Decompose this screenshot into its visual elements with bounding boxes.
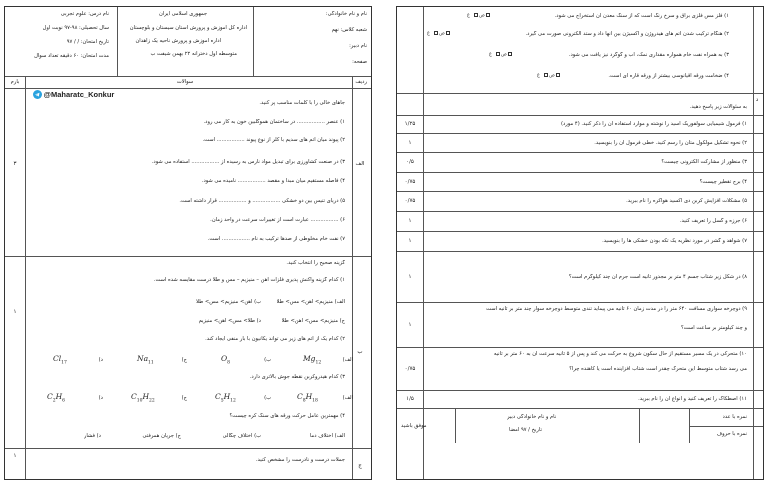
mc4-option-d: د) فشار <box>83 433 101 439</box>
telegram-icon <box>33 90 42 99</box>
section-a-score: ۳ <box>13 161 17 167</box>
telegram-watermark <box>33 90 114 100</box>
teacher-date-sign: تاریخ / ۹۷ امضا <box>509 427 542 433</box>
exam-date: تاریخ امتحان: / / ۹۷ <box>66 39 109 45</box>
false-checkbox[interactable] <box>556 73 560 77</box>
mc-question-2: ۲) کدام یک از اتم های زیر می تواند یکانیون با بار منفی ایجاد کند. <box>205 336 345 342</box>
section-b-intro: گزینه صحیح را انتخاب کنید. <box>286 260 345 266</box>
school-year: سال تحصیلی: ۹۸-۹۷ نوبت اول <box>42 25 109 31</box>
true-label: ص <box>478 13 485 19</box>
mc1-option-b: ب) آهن> منیزیم> مس> طلا <box>196 299 261 305</box>
section-d-question-score: ۱ <box>408 139 412 146</box>
section-a <box>5 88 371 256</box>
false-checkbox[interactable] <box>508 52 512 56</box>
section-d-question-text: ۸) در شکل زیر شتاب جسم ۴ متر بر مجذور ثانیه است جرم آن چند کیلوگرم است؟ <box>568 273 747 280</box>
section-d-question-score: ۰/۷۵ <box>404 198 416 204</box>
section-d-question-row <box>397 172 763 191</box>
section-d-question-score: ۱/۲۵ <box>404 121 416 127</box>
mc2-option-formula: $Mg_{12}$ <box>303 354 322 366</box>
page-field-label: صفحه: <box>352 59 367 65</box>
section-d-question-row <box>397 347 763 390</box>
score-in-numbers: نمره با عدد <box>722 414 747 420</box>
section-d-question-row <box>397 390 763 408</box>
teacher-name-label: نام و نام خانوادگی دبیر <box>507 414 557 420</box>
mc4-option-a: الف) اختلاف دما <box>309 433 345 439</box>
section-d-question-score: ۰/۵ <box>406 159 414 165</box>
section-d-question-text-line2: می رسد شتاب متوسط این متحرک چقدر است شتاب افزاینده است یا کاهنده چرا؟ <box>569 366 747 372</box>
mc3-option-prefix: د) <box>98 395 103 401</box>
section-d-question-text: ۵) مشکلات افزایش کربن دی اکسید هواکره را نام ببرید. <box>626 198 747 204</box>
section-d-question-text: ۱) فرمول شیمیایی سولفوریک اسید را نوشته و موارد استفاده آن را ذکر کنید. (۴ مورد) <box>560 121 747 127</box>
col-questions-label: سوالات <box>176 79 194 85</box>
section-d-question-score: ۰/۷۵ <box>404 178 416 185</box>
section-d-label: د <box>755 97 759 103</box>
class-field-label: شعبه کلاس: نهم <box>331 27 367 33</box>
section-d-question-row <box>397 133 763 152</box>
section-b-score: ۱ <box>13 309 17 315</box>
section-d-question-score: ۱ <box>408 218 412 224</box>
mc2-option-formula: $Cl_{17}$ <box>53 354 67 366</box>
column-header-row <box>5 76 371 88</box>
mc4-option-c: ج) جریان همرفتی <box>142 433 181 439</box>
mc3-option-formula: $C_2H_6$ <box>47 392 66 404</box>
mc-question-3: ۳) کدام هیدروکربن نقطه جوش بالاتری دارد. <box>249 374 345 380</box>
watermark-text: @Maharatc_Konkur <box>43 90 115 99</box>
section-d-question-row <box>397 152 763 172</box>
section-d-question-text: ۱۰) متحرکی در یک مسیر مستقیم از حال سکون شروع به حرکت می کند و پس از ۵ ثانیه سرعت آن به ۶۰ متر بر ثانیه <box>493 351 747 357</box>
false-label: غ <box>489 52 492 58</box>
section-d-intro: به سئوالات زیر پاسخ دهید. <box>689 104 747 110</box>
mc3-option-formula: $C_5H_{12}$ <box>215 392 236 404</box>
fill-blank-7: ۷) نفت خام مخلوطی از صدها ترکیب به نام ................. است. <box>207 236 345 242</box>
true-false-item: ۱) فلز مس فلزی براق و سرخ رنگ است که از سنگ معدن آن استخراج می شود. <box>554 13 729 19</box>
mc1-option-d: د) طلا> مس> آهن> منیزیم <box>198 318 261 324</box>
mc2-option-prefix: د) <box>98 357 103 363</box>
section-d-question-row <box>397 231 763 251</box>
district-dept: اداره آموزش و پرورش ناحیه یک زاهدان <box>135 38 221 44</box>
section-d-question-row <box>397 191 763 211</box>
exam-duration: مدت امتحان: ۶۰ دقیقه تعداد سوال <box>34 53 109 59</box>
section-d-question-text: ۲) نحوه تشکیل مولکول متان را رسم کنید. خطی فرمول آن را بنویسید. <box>594 139 747 146</box>
false-checkbox[interactable] <box>486 13 490 17</box>
section-a-intro: جاهای خالی را با کلمات مناسب پر کنید. <box>259 100 345 106</box>
col-row-label: ردیف <box>355 79 367 85</box>
section-c <box>5 448 371 480</box>
section-d-question-text: ۷) شواهد و گشر در مورد نظریه یک تکه بودن خشکی ها را بنویسید. <box>602 238 747 244</box>
false-label: غ <box>537 73 540 79</box>
section-d-question-text: ۶) جرزه و گسل را تعریف کنید. <box>679 218 747 224</box>
score-in-words: نمره با حروف <box>716 431 747 437</box>
true-checkbox[interactable] <box>544 73 548 77</box>
section-d-question-text: ۹) دوچرخه سواری مسافت ۶۴۰ متر را در مدت زمان ۶۰ ثانیه می پیماید تندی متوسط دوچرخه سوار چند متر بر ثانیه است <box>486 306 747 312</box>
true-checkbox[interactable] <box>496 52 500 56</box>
section-d-question-score: ۱/۵ <box>406 396 414 402</box>
true-false-choices <box>489 52 513 58</box>
section-c-score: ۱ <box>13 453 17 459</box>
true-false-choices <box>537 73 561 79</box>
mc3-option-prefix: ب) <box>264 395 271 401</box>
section-d-question-row <box>397 211 763 231</box>
section-d-question-text: ۴) برج تقطیر چیست؟ <box>699 178 747 185</box>
fill-blank-1: ۱) عنصر ................. در ساختمان هموگلبین خون به کار می رود. <box>203 119 345 125</box>
republic-title: جمهوری اسلامی ایران <box>158 11 208 17</box>
mc2-option-formula: $O_8$ <box>221 354 231 366</box>
true-checkbox[interactable] <box>434 31 438 35</box>
fill-blank-2: ۲) پیوند میان اتم های سدیم با کلر از نوع پیوند ................. است. <box>202 137 345 143</box>
true-label: ص <box>548 73 555 79</box>
false-label: غ <box>467 13 470 19</box>
mc2-option-prefix: الف) <box>342 357 353 363</box>
section-d-question-text: ۱۱) اصطکاک را تعریف کنید و انواع آن را نام ببرید. <box>638 396 747 402</box>
mc3-option-prefix: الف) <box>342 395 353 401</box>
mc2-option-formula: $Na_{11}$ <box>137 354 154 366</box>
name-field-label: نام و نام خانوادگی: <box>325 11 367 17</box>
fill-blank-6: ۶) ................. عبارت است از تغییرات سرعت در واحد زمان. <box>210 217 345 223</box>
section-b <box>5 256 371 448</box>
true-false-choices <box>467 13 491 19</box>
true-false-item: ۲) هنگام ترکیب شدن اتم های هیدروژن و اکسیژن بین آنها داد و ستد الکترونی صورت می گیرد. <box>525 31 729 37</box>
section-d-question-row <box>397 115 763 133</box>
province-dept: اداره کل آموزش و پرورش استان سیستان و بلوچستان <box>129 25 247 31</box>
false-label: غ <box>427 31 430 37</box>
section-d-question-row <box>397 302 763 347</box>
true-false-item: ۳) به همراه نفت خام همواره مقداری نمک، آب و گوگرد نیز یافت می شود. <box>568 52 729 58</box>
section-a-label: الف <box>355 161 365 167</box>
success-note: موفق باشید <box>401 423 427 429</box>
fill-blank-3: ۳) در صنعت کشاورزی برای تبدیل مواد نارس به رسیده از ................. استفاده می شود. <box>151 159 345 165</box>
true-false-item: ۴) ضخامت ورقه اقیانوسی بیشتر از ورقه قاره ای است. <box>608 73 729 79</box>
mc-question-4: ۴) مهمترین عامل حرکت ورقه های سنگ کره چیست؟ <box>229 413 345 419</box>
mc3-option-prefix: ج) <box>181 395 187 401</box>
section-b-label: ب <box>357 349 363 355</box>
section-d-question-text: ۳) منظور از مشارکت الکترونی چیست؟ <box>661 159 747 165</box>
section-c-label: ج <box>358 463 362 469</box>
mc-question-1: ۱) کدام گزینه واکنش پذیری فلزات آهن – منیزیم – مس و طلا درست مقایسه شده است. <box>153 277 345 283</box>
section-d-question-text-line2: و چند کیلومتر بر ساعت است؟ <box>681 325 747 331</box>
school-name: متوسطه اول دخترانه ۲۲ بهمن شیفت ب <box>150 51 237 57</box>
section-d-question-row <box>397 251 763 302</box>
mc2-option-prefix: ج) <box>181 357 187 363</box>
true-label: ص <box>438 31 445 37</box>
section-c-intro: جملات درست و نادرست را مشخص کنید. <box>255 457 345 463</box>
exam-page-1 <box>4 6 372 480</box>
section-d-question-score: ۱ <box>408 238 412 244</box>
mc1-option-a: الف) منیزیم> آهن> مس> طلا <box>276 299 345 305</box>
fill-blank-5: ۵) دریای تنیس بین دو خشکی ................. و ................. قرار داشته است. <box>179 198 345 204</box>
false-checkbox[interactable] <box>446 31 450 35</box>
true-label: ص <box>500 52 507 58</box>
mc3-option-formula: $C_8H_{18}$ <box>297 392 318 404</box>
mc1-option-c: ج) منیزیم> مس> آهن> طلا <box>281 318 345 324</box>
section-d-question-score: ۱ <box>408 321 412 328</box>
true-false-block <box>397 7 763 93</box>
fill-blank-4: ۴) فاصله مستقیم میان مبدا و مقصد ................. نامیده می شود. <box>201 178 345 184</box>
mc3-option-formula: $C_{10}H_{22}$ <box>131 392 155 404</box>
true-false-choices <box>427 31 451 37</box>
teacher-field-label: نام دبیر: <box>349 43 367 49</box>
true-checkbox[interactable] <box>474 13 478 17</box>
mc2-option-prefix: ب) <box>264 357 271 363</box>
subject-label: نام درس: علوم تجربی <box>60 11 109 17</box>
exam-page-2 <box>396 6 764 480</box>
section-d-question-score: ۰/۷۵ <box>404 365 416 372</box>
mc4-option-b: ب) اختلاف چگالی <box>222 433 261 439</box>
exam-footer <box>397 408 763 443</box>
section-d-header <box>397 93 763 115</box>
section-d-question-score: ۱ <box>408 273 412 280</box>
col-score-label: بارم <box>10 79 20 85</box>
exam-header <box>5 7 371 76</box>
